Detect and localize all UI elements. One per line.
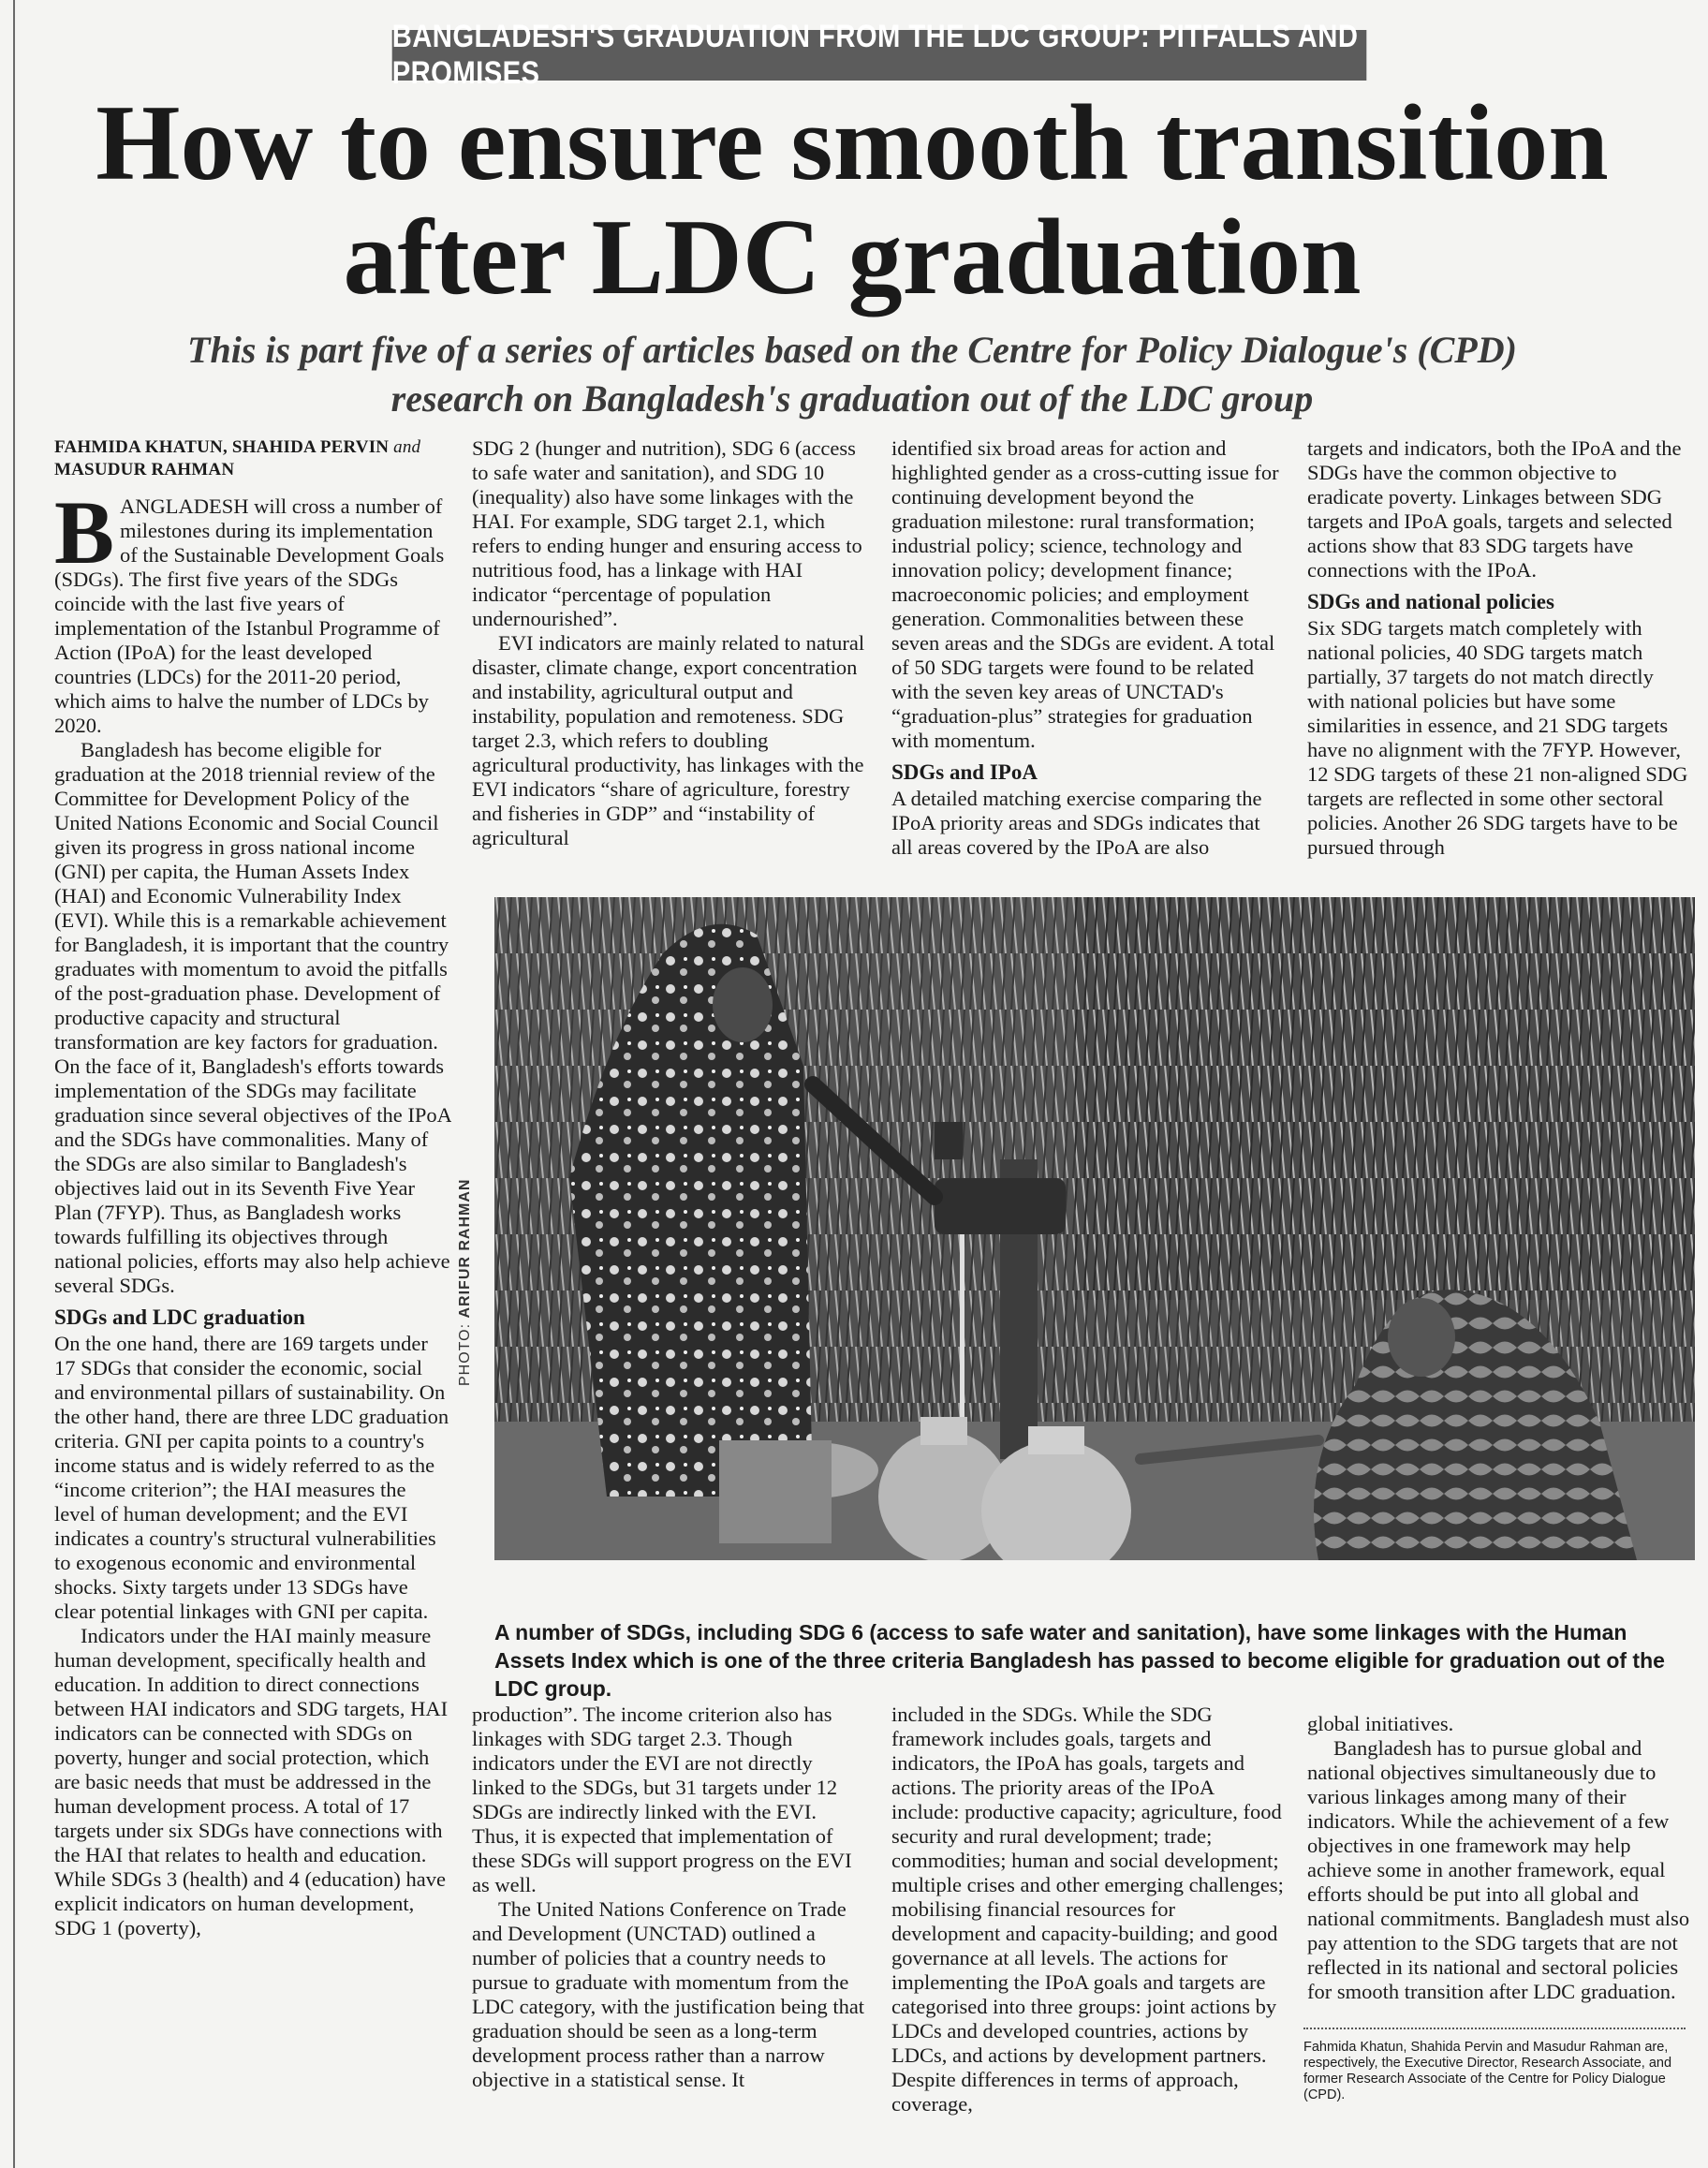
paragraph — [54, 482, 451, 738]
paragraph: SDG 2 (hunger and nutrition), SDG 6 (access to safe water and sanitation), and SDG 10 (inequality) also have some linkages with the HAI. For example, SDG target 2.1, which refers to ending hunger and ensuring access to nutritious food, has a linkage with HAI indicator “percentage of population undernourished”. — [472, 436, 862, 630]
byline-names-1: FAHMIDA KHATUN, SHAHIDA PERVIN — [54, 437, 390, 457]
photo-credit — [457, 1179, 474, 1386]
paragraph: On the one hand, there are 169 targets under 17 SDGs that consider the economic, social and environmental pillars of sustainability. On the other hand, there are three LDC graduation criteria. GNI per capita points to a country's income status and is widely referred to as the “income criterion”; the HAI measures the level of human development; and the EVI indicates a country's structural vulnerabilities to exogenous economic and environmental shocks. Sixty targets under 13 SDGs have clear potential linkages with GNI per capita. — [54, 1332, 449, 1623]
article-column-3-top — [891, 436, 1285, 886]
paragraph: The United Nations Conference on Trade and Development (UNCTAD) outlined a number of policies that a country needs to pursue to graduate with momentum from the LDC category, with the justification being that graduation should be seen as a long-term development process rather than a narrow objective in a statistical sense. It — [472, 1897, 865, 2091]
paragraph: identified six broad areas for action and highlighted gender as a cross-cutting issue for continuing development beyond the graduation milestone: rural transformation; industrial policy; science, technology and innovation policy; development finance; macroeconomic policies; and employment generation. Commonalities between these seven areas and the SDGs are evident. A total of 50 SDG targets were found to be related with the seven key areas of UNCTAD's “graduation-plus” strategies for graduation with momentum. — [891, 436, 1279, 752]
headline-line-2: after LDC graduation — [343, 198, 1362, 317]
subheading: SDGs and IPoA — [891, 760, 1038, 784]
paragraph-text: ANGLADESH will cross a number of milestones during its implementation of the Sustainable Development Goals (SDGs). The first five years of the SDGs coincide with the last five years of implementation of the Istanbul Programme of Action (IPoA) for the least developed countries (LDCs) for the 2011-20 period, which aims to halve the number of LDCs by 2020. — [54, 494, 445, 737]
paragraph: A detailed matching exercise comparing the IPoA priority areas and SDGs indicates that all areas covered by the IPoA are also — [891, 787, 1262, 859]
article-column-2-bottom — [472, 1703, 865, 2152]
paragraph: Bangladesh has to pursue global and national objectives simultaneously due to various linkages among many of their indicators. While the achievement of a few objectives in one framework may help achieve some in another framework, equal efforts should be put into all global and national commitments. Bangladesh must also pay attention to the SDG targets that are not reflected in its national and sectoral policies for smooth transition after LDC graduation. — [1307, 1736, 1690, 2003]
byline-and: and — [393, 437, 421, 457]
standfirst-line-2: research on Bangladesh's graduation out of the LDC group — [390, 377, 1314, 420]
subheading: SDGs and national policies — [1307, 590, 1554, 613]
standfirst-line-1: This is part five of a series of articles based on the Centre for Policy Dialogue's (CPD) — [187, 329, 1517, 371]
byline — [54, 436, 451, 481]
bio-divider — [1303, 2028, 1686, 2029]
photo-credit-prefix: PHOTO: — [457, 1322, 473, 1386]
article-column-2-top — [472, 436, 865, 886]
photo-credit-name: ARIFUR RAHMAN — [457, 1178, 473, 1319]
headline-line-1: How to ensure smooth transition — [96, 83, 1609, 203]
article-column-3-bottom — [891, 1703, 1285, 2152]
article-column-4-top — [1307, 436, 1695, 886]
paragraph: included in the SDGs. While the SDG framework includes goals, targets and indicators, the IPoA has goals, targets and actions. The priority areas of the IPoA include: productive capacity; agriculture, food security and rural development; trade; commodities; human and social development; multiple crises and other emerging challenges; mobilising financial resources for development and capacity-building; and good governance at all levels. The actions for implementing the IPoA goals and targets are categorised into three groups: joint actions by LDCs and developed countries, actions by LDCs, and actions by development partners. Despite differences in terms of approach, coverage, — [891, 1703, 1284, 2116]
section-kicker: BANGLADESH'S GRADUATION FROM THE LDC GROUP: PITFALLS AND PROMISES — [392, 30, 1367, 81]
paragraph: Bangladesh has become eligible for graduation at the 2018 triennial review of the Committee for Development Policy of the United Nations Economic and Social Council given its progress in gross national income (GNI) per capita, the Human Assets Index (HAI) and Economic Vulnerability Index (EVI). While this is a remarkable achievement for Bangladesh, it is important that the country graduates with momentum to avoid the pitfalls of the post-graduation phase. Development of productive capacity and structural transformation are key factors for graduation. On the face of it, Bangladesh's efforts towards implementation of the SDGs may facilitate graduation since several objectives of the IPoA and the SDGs have commonalities. Many of the SDGs are also similar to Bangladesh's objectives laid out in its Seventh Five Year Plan (7FYP). Thus, as Bangladesh works towards fulfilling its objectives through national policies, efforts may also help achieve several SDGs. — [54, 738, 451, 1297]
author-bio: Fahmida Khatun, Shahida Pervin and Masudur Rahman are, respectively, the Executive Director, Research Associate, and former Research Associate of the Centre for Policy Dialogue (CPD). — [1303, 2040, 1672, 2102]
subheading: SDGs and LDC graduation — [54, 1305, 305, 1329]
article-column-1 — [54, 436, 451, 2160]
paragraph: production”. The income criterion also has linkages with SDG target 2.3. Though indicators under the EVI are not directly linked to the SDGs, but 31 targets under 12 SDGs are indirectly linked with the EVI. Thus, it is expected that implementation of these SDGs will support progress on the EVI as well. — [472, 1703, 852, 1896]
paragraph: Indicators under the HAI mainly measure human development, specifically health and education. In addition to direct connections between HAI indicators and SDG targets, HAI indicators can be connected with SDGs on poverty, hunger and social protection, which are basic needs that must be addressed in the human development process. A total of 17 targets under six SDGs have connections with the HAI that relates to health and education. While SDGs 3 (health) and 4 (education) have explicit indicators on human development, SDG 1 (poverty), — [54, 1624, 449, 1939]
paragraph: EVI indicators are mainly related to natural disaster, climate change, export concentration and instability, agricultural output and instability, population and remoteness. SDG target 2.3, which refers to doubling agricultural productivity, has linkages with the EVI indicators “share of agriculture, forestry and fisheries in GDP” and “instability of agricultural — [472, 631, 865, 849]
headline — [37, 83, 1667, 317]
paragraph: Six SDG targets match completely with national policies, 40 SDG targets match partially, 37 targets do not match directly with national policies but have some similarities in essence, and 21 SDG targets have no alignment with the 7FYP. However, 12 SDG targets of these 21 non-aligned SDG targets are reflected in some other sectoral policies. Another 26 SDG targets have to be pursued through — [1307, 616, 1688, 859]
photo-illustration — [494, 897, 1695, 1560]
photo-caption: A number of SDGs, including SDG 6 (access to safe water and sanitation), have some linkages with the Human Assets Index which is one of the three criteria Bangladesh has passed to become eligible for graduation out of the LDC group. — [494, 1620, 1665, 1701]
article-photo — [494, 897, 1695, 1560]
paragraph: global initiatives. — [1307, 1712, 1454, 1735]
byline-names-2: MASUDUR RAHMAN — [54, 460, 235, 479]
page-edge-rule — [13, 0, 15, 2168]
drop-cap: B — [54, 482, 115, 583]
standfirst — [56, 326, 1648, 423]
article-column-4-bottom — [1307, 1712, 1695, 2025]
paragraph: targets and indicators, both the IPoA and the SDGs have the common objective to eradicate poverty. Linkages between SDG targets and IPoA goals, targets and selected actions show that 83 SDG targets have connections with the IPoA. — [1307, 436, 1682, 582]
